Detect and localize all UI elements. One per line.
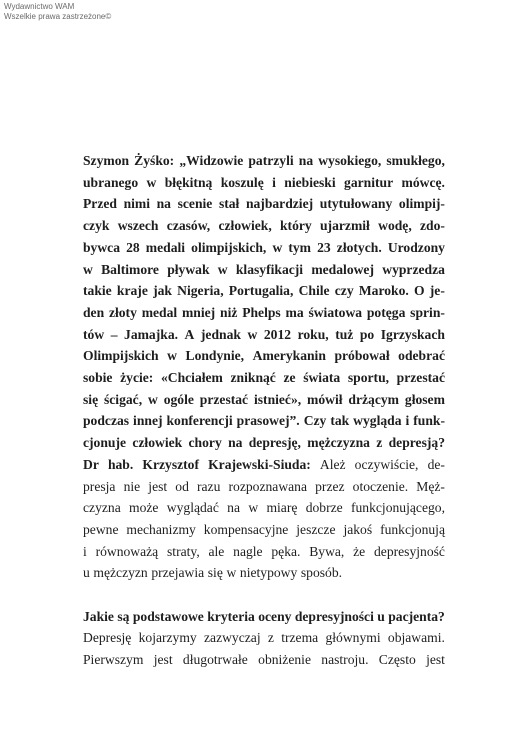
word: dobrze: [305, 500, 343, 516]
word: obniżenie: [258, 652, 311, 668]
word: człowiek,: [218, 218, 272, 234]
word: ogóle: [163, 391, 194, 407]
word: Amerykanin: [252, 348, 326, 364]
word: długotrwałe: [182, 652, 248, 668]
word: innej: [133, 413, 163, 429]
word: Czy: [303, 413, 327, 429]
word: patrzyli: [248, 153, 294, 168]
word: wysokiego,: [318, 153, 382, 168]
word: przejawia: [151, 565, 205, 581]
word: 2012: [263, 326, 292, 342]
word: bywca: [83, 239, 121, 255]
word: je-: [429, 283, 445, 299]
word: czyzna: [83, 500, 121, 516]
word: Olimpijskich: [83, 348, 159, 364]
word: przestać: [199, 391, 249, 407]
text-line: [83, 519, 445, 541]
word: czyk: [83, 218, 110, 234]
word: nietypowy: [239, 565, 298, 581]
word: depresję,: [248, 435, 301, 451]
word: mężczyzna: [307, 435, 370, 451]
word: Baltimore: [101, 261, 159, 277]
dialogue-block: [83, 150, 445, 454]
word: który: [280, 218, 312, 234]
word: pływak: [167, 261, 210, 277]
text-line: [83, 345, 445, 367]
text-line: [83, 280, 445, 302]
text-line: [83, 454, 445, 476]
watermark-publisher: Wydawnictwo WAM: [4, 2, 75, 11]
word: na: [298, 153, 314, 168]
word: pęka.: [271, 543, 301, 559]
word: w: [247, 326, 258, 342]
word: zniknąć: [230, 370, 276, 386]
word: sposób.: [300, 565, 343, 581]
text-line: [83, 627, 445, 649]
word: na: [156, 196, 171, 212]
word: smukłego,: [386, 153, 445, 168]
word: kojarzymy: [138, 630, 197, 646]
question-heading: Jakie są podstawowe kryteria oceny depresyjności u pacjenta?: [83, 608, 445, 624]
word: –: [110, 326, 118, 342]
word: Portugalia,: [228, 283, 294, 299]
word: tuż: [335, 326, 354, 342]
word: głównymi: [325, 630, 381, 646]
word: mniej: [181, 304, 216, 320]
word: wodę,: [378, 218, 412, 234]
word: wyprzedza: [382, 261, 445, 277]
word: medalowej: [311, 261, 374, 277]
word: Londynie,: [185, 348, 245, 364]
word: tym: [288, 239, 312, 255]
word: przez: [315, 478, 345, 494]
word: koszulę: [220, 174, 264, 190]
word: niebieski: [284, 174, 336, 190]
word: sprin-: [410, 304, 445, 320]
word: Krajewski-Siuda:: [208, 456, 311, 472]
text-line: [83, 389, 445, 411]
word: den: [83, 304, 105, 320]
word: zazwyczaj: [204, 630, 261, 646]
word: olimpijskich,: [191, 239, 267, 255]
text-line: [83, 324, 445, 346]
paragraph-gap: [83, 584, 445, 606]
word: objawami.: [387, 630, 445, 646]
word: chory: [188, 435, 222, 451]
word: trzema: [281, 630, 319, 646]
word: z: [267, 630, 274, 646]
text-line: [83, 432, 445, 454]
word: sportu,: [347, 370, 390, 386]
word: jeszcze: [296, 521, 336, 537]
text-line: [83, 497, 445, 519]
word: funkcjonują: [380, 521, 445, 537]
word: pewne: [83, 521, 119, 537]
word: Krzysztof: [142, 456, 199, 472]
word: czy: [334, 283, 354, 299]
word: w: [148, 391, 158, 407]
word: w: [217, 261, 228, 277]
word: mężczyzn: [93, 565, 148, 581]
text-line: [83, 237, 445, 259]
word: złotych.: [336, 239, 382, 255]
word: rozpoznawana: [228, 478, 308, 494]
word: Przed: [83, 196, 117, 212]
word: tów: [83, 326, 105, 342]
word: A: [184, 326, 195, 342]
word: garnitur: [344, 174, 394, 190]
word: na: [228, 435, 243, 451]
word: czasów,: [166, 218, 211, 234]
word: razu: [197, 478, 221, 494]
word: w: [272, 239, 283, 255]
word: i: [272, 174, 276, 190]
word: depresją?: [388, 435, 445, 451]
word: sobie: [83, 370, 113, 386]
word: ma: [285, 304, 304, 320]
word: nie: [123, 478, 141, 494]
word: że: [353, 543, 366, 559]
word: Męż-: [416, 478, 445, 494]
word: ubranego: [83, 174, 139, 190]
word: olimpij-: [398, 196, 445, 212]
word: miarę: [266, 500, 298, 516]
word: i: [405, 413, 410, 429]
word: stał: [218, 196, 240, 212]
text-line: [83, 193, 445, 215]
word: głosem: [404, 391, 445, 407]
word: Nigeria,: [177, 283, 224, 299]
word: funk-: [413, 413, 445, 429]
word: w: [83, 261, 93, 277]
word: błękitną: [164, 174, 213, 190]
word: Żyśko:: [134, 153, 175, 168]
word: najbardziej: [245, 196, 314, 212]
word: scenie: [177, 196, 213, 212]
word: w: [226, 565, 237, 581]
text-line: [83, 302, 445, 324]
word: depresyjność: [373, 543, 445, 559]
word: w: [167, 348, 177, 364]
word: po: [359, 326, 375, 342]
text-line: [83, 410, 445, 432]
word: «Chciałem: [160, 370, 223, 386]
text-line: [83, 150, 445, 172]
word: ze: [283, 370, 296, 386]
word: Urodzony: [387, 239, 445, 255]
answer-block-2: [83, 627, 445, 670]
word: przestać: [396, 370, 445, 386]
word: próbował: [334, 348, 390, 364]
word: jednak: [200, 326, 241, 342]
word: utytułowany: [319, 196, 393, 212]
word: 28: [126, 239, 140, 255]
text-line: [83, 172, 445, 194]
word: mówcę.: [401, 174, 445, 190]
word: medal: [141, 304, 178, 320]
word: odebrać: [398, 348, 445, 364]
word: podczas: [83, 413, 130, 429]
word: Depresję: [83, 630, 132, 646]
word: światowa: [308, 304, 363, 320]
word: jak: [153, 283, 172, 299]
word: medali: [145, 239, 186, 255]
word: z: [376, 435, 383, 451]
word: niż: [220, 304, 238, 320]
word: mówił: [307, 391, 343, 407]
word: od: [175, 478, 189, 494]
word: w: [248, 500, 259, 516]
word: złoty: [108, 304, 137, 320]
word: presja: [83, 478, 116, 494]
word: O: [414, 283, 425, 299]
word: wygląda: [353, 413, 402, 429]
word: Maroko.: [358, 283, 409, 299]
word: jest: [426, 652, 445, 668]
text-line: [83, 541, 445, 563]
word: oczywiście,: [354, 456, 419, 472]
word: Chile: [298, 283, 330, 299]
watermark-copyright: Wszelkie prawa zastrzeżone©: [4, 12, 112, 21]
word: roku,: [297, 326, 329, 342]
word: jest: [148, 478, 168, 494]
word: straty,: [167, 543, 200, 559]
text-line: [83, 649, 445, 671]
word: konferencji: [166, 413, 233, 429]
word: ale: [208, 543, 225, 559]
word: Igrzyskach: [380, 326, 445, 342]
word: u: [83, 565, 90, 581]
word: otoczenie.: [352, 478, 409, 494]
word: się: [207, 565, 223, 581]
word: nastroju.: [321, 652, 369, 668]
page-body: [83, 150, 445, 671]
word: kompensacyjne: [203, 521, 289, 537]
word: „Widzowie: [179, 153, 244, 168]
word: jakoś: [343, 521, 373, 537]
text-line: [83, 215, 445, 237]
word: jest: [153, 652, 173, 668]
word: człowiek: [132, 435, 183, 451]
word: potęga: [366, 304, 406, 320]
word: Szymon: [83, 153, 130, 168]
word: kraje: [116, 283, 148, 299]
word: tak: [330, 413, 350, 429]
word: funkcjonującego,: [350, 500, 445, 516]
word: nagle: [233, 543, 263, 559]
word: Jamajka.: [124, 326, 179, 342]
word: życie:: [120, 370, 154, 386]
word: wyglądać: [166, 500, 219, 516]
word: na: [227, 500, 241, 516]
word: Ależ: [319, 456, 346, 472]
word: zdo-: [420, 218, 445, 234]
text-line: [83, 562, 445, 584]
word: de-: [427, 456, 445, 472]
word: ścigać,: [103, 391, 143, 407]
word: prasowej”.: [236, 413, 300, 429]
word: nimi: [123, 196, 151, 212]
word: hab.: [107, 456, 134, 472]
word: 23: [317, 239, 331, 255]
word: cjonuje: [83, 435, 127, 451]
text-line: [83, 259, 445, 281]
text-line: [83, 476, 445, 498]
word: Często: [378, 652, 416, 668]
word: w: [146, 174, 157, 190]
word: i: [83, 543, 87, 559]
word: równoważą: [95, 543, 159, 559]
watermark: [4, 2, 111, 22]
word: ujarzmił: [320, 218, 370, 234]
word: wszech: [117, 218, 159, 234]
word: Phelps: [242, 304, 281, 320]
word: istnieć»,: [253, 391, 302, 407]
answer-block-1: [83, 454, 445, 584]
text-line: [83, 367, 445, 389]
word: Pierwszym: [83, 652, 144, 668]
word: klasyfikacji: [235, 261, 304, 277]
word: mechanizmy: [126, 521, 196, 537]
word: może: [129, 500, 159, 516]
word: takie: [83, 283, 112, 299]
word: drżącym: [348, 391, 400, 407]
word: Bywa,: [309, 543, 345, 559]
word: się: [83, 391, 99, 407]
word: świata: [303, 370, 341, 386]
word: Dr: [83, 456, 99, 472]
